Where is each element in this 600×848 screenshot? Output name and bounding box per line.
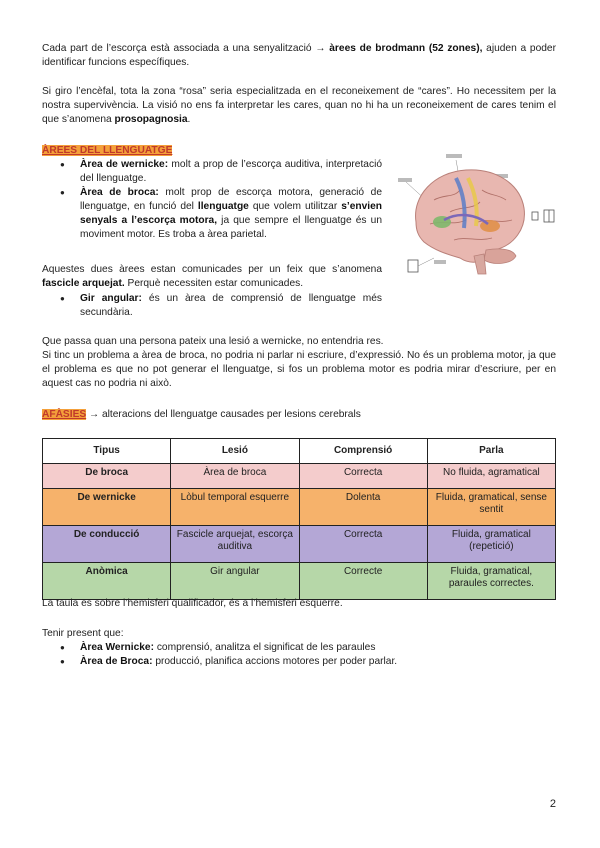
table-cell: Anòmica (43, 563, 171, 600)
table-row (43, 489, 556, 526)
header-tipus: Tipus (43, 439, 171, 464)
angular-gyrus-list (42, 292, 382, 320)
table-cell: Fluida, gramatical, paraules correctes. (427, 563, 555, 600)
table-cell: De wernicke (43, 489, 171, 526)
table-cell: No fluida, agramatical (427, 464, 555, 489)
intro-paragraph-prosopagnosia: Si giro l’encèfal, tota la zona “rosa” seria especialitzada en el reconeixement de “cares”. Ho necessitem per la nostra supervivència. La visió no ens fa interpretar les cares, quan no hi ha un reconeixement de cares tenim el que s’anomena prosopagnosia. (42, 86, 556, 125)
table-cell: Correcta (299, 526, 427, 563)
lesion-wernicke-text: Que passa quan una persona pateix una lesió a wernicke, no entendria res. (42, 336, 384, 347)
table-row (43, 563, 556, 600)
aphasia-table (42, 438, 556, 600)
lesion-broca-text: Si tinc un problema a àrea de broca, no podria ni parlar ni escriure, d’expressió. No és un problema motor, ja que el problema es que no pot generar el llenguatge, si fos un problema motor es podria mirar d’escriure, per en aquest cas no podria ni això. (42, 350, 556, 389)
header-parla: Parla (427, 439, 555, 464)
table-cell: Lòbul temporal esquerre (171, 489, 299, 526)
right-arrow-icon: → (315, 43, 326, 54)
list-item-broca: ● Àrea de broca: molt prop de escorça motora, generació de llenguatge, en funció del llenguatge que volem utilitzar s’envien senyals a l’escorça motora, ja que sempre el llenguatge és un moviment motor. Es troba a àrea parietal. (42, 186, 382, 242)
table-cell: Gir angular (171, 563, 299, 600)
table-cell: Correcte (299, 563, 427, 600)
table-header-row (43, 439, 556, 464)
header-comprensio: Comprensió (299, 439, 427, 464)
table-cell: De conducció (43, 526, 171, 563)
language-areas-list (42, 158, 382, 242)
remember-list (42, 641, 556, 669)
intro-paragraph-brodmann: Cada part de l’escorça està associada a una senyalització → àrees de brodmann (52 zones), ajuden a poder identificar funcions específiques. (42, 43, 556, 68)
table-cell: Àrea de broca (171, 464, 299, 489)
list-item-remember-broca: ● Àrea de Broca: producció, planifica accions motores per poder parlar. (42, 655, 556, 669)
table-cell: Fascicle arquejat, escorça auditiva (171, 526, 299, 563)
table-note: La taula es sobre l’hemisferi qualificador, és a l’hemisferi esquerre. (42, 598, 343, 609)
table-cell: Fluida, gramatical (repetició) (427, 526, 555, 563)
language-areas-heading: ÀREES DEL LLENGUATGE (42, 145, 173, 156)
header-lesio: Lesió (171, 439, 299, 464)
aphasias-heading: AFÀSIES → alteracions del llenguatge causades per lesions cerebrals (42, 409, 361, 420)
brain-illustration (394, 150, 564, 282)
table-cell: Correcta (299, 464, 427, 489)
table-cell: De broca (43, 464, 171, 489)
remember-title: Tenir present que: (42, 628, 124, 639)
page-number: 2 (549, 798, 556, 810)
list-item-angular-gyrus: ● Gir angular: és un àrea de comprensió de llenguatge més secundària. (42, 292, 382, 320)
fascicle-paragraph: Aquestes dues àrees estan comunicades per un feix que s’anomena fascicle arquejat. Perquè necessiten estar comunicades. (42, 264, 382, 289)
table-cell: Fluida, gramatical, sense sentit (427, 489, 555, 526)
list-item-wernicke: ● Àrea de wernicke: molt a prop de l’escorça auditiva, interpretació del llenguatge. (42, 158, 382, 186)
table-cell: Dolenta (299, 489, 427, 526)
list-item-remember-wernicke: ● Àrea Wernicke: comprensió, analitza el significat de les paraules (42, 641, 556, 655)
table-row (43, 526, 556, 563)
brain-diagram-icon (394, 150, 564, 282)
table-row (43, 464, 556, 489)
